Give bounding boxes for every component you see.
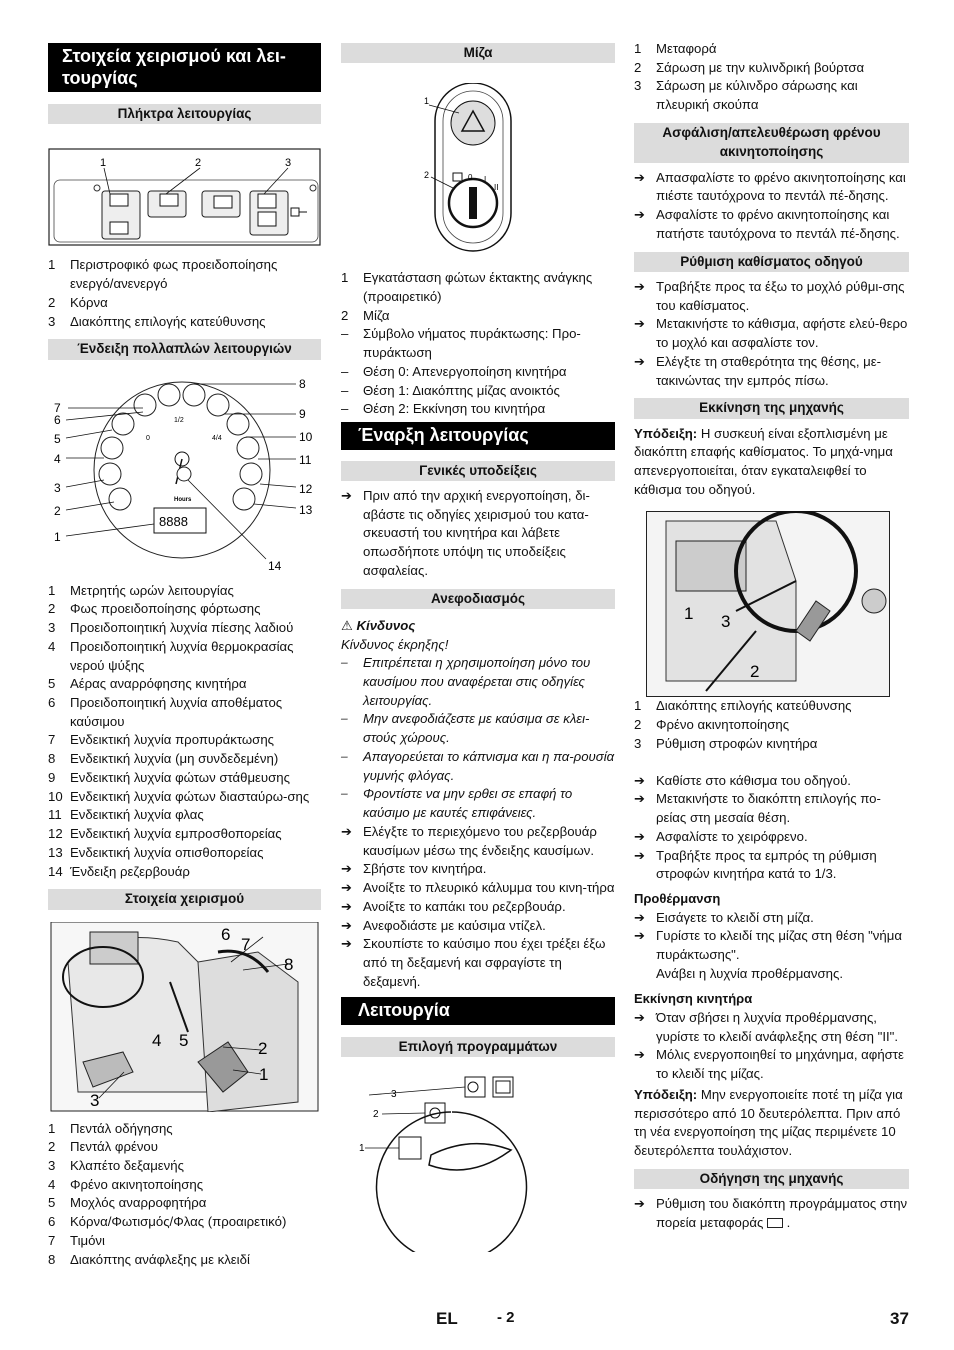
heading-start-machine: Εκκίνηση της μηχανής xyxy=(634,398,909,418)
list-ignition xyxy=(341,269,615,419)
list-item: ➔ Σκουπίστε το καύσιμο που έχει τρέξει έξω από τη δεξαμενή και σφραγίστε τη δεξαμενή. xyxy=(341,936,606,989)
list-item: 8 Ενδεικτική λυχνία (μη συνδεδεμένη) xyxy=(48,751,279,767)
callout-1: 1 xyxy=(684,604,694,624)
list-item: 5 Μοχλός αναρροφητήρα xyxy=(48,1195,207,1211)
callout-key-3: 3 xyxy=(285,157,292,170)
figure-function-keys xyxy=(48,148,321,246)
page-number: 37 xyxy=(890,1309,909,1328)
callout-2: 2 xyxy=(54,503,61,518)
heading-multifunction-display: Ένδειξη πολλαπλών λειτουργιών xyxy=(48,339,321,359)
callout-7: 7 xyxy=(241,934,251,954)
callout-4: 4 xyxy=(54,451,61,466)
list-drive-steps xyxy=(634,1195,909,1232)
list-item: 3 Διακόπτης επιλογής κατεύθυνσης xyxy=(48,313,266,329)
list-item: ➔ Ασφαλίστε το φρένο ακινητοποίησης και πατήστε ταυτόχρονα το πεντάλ πέ-δησης. xyxy=(634,207,900,241)
list-item: ➔ Τραβήξτε προς τα έξω το μοχλό ρύθμι-σης του καθίσματος. xyxy=(634,278,905,313)
list-item: ➔ Ανοίξτε το καπάκι του ρεζερβουάρ. xyxy=(341,898,566,914)
list-item: – Θέση 1: Διακόπτης μίζας ανοικτός xyxy=(341,382,560,398)
callout-1: 1 xyxy=(424,96,430,107)
list-item: ➔ Μετακινήστε το κάθισμα, αφήστε ελεύ-θερο το μοχλό και ασφαλίστε τον. xyxy=(634,316,908,351)
list-item: 1 Διακόπτης επιλογής κατεύθυνσης xyxy=(634,698,852,714)
list-item: ➔ Όταν σβήσει η λυχνία προθέρμανσης, γυρίστε το κλειδί ανάφλεξης στη θέση "II". xyxy=(634,1009,899,1044)
list-item: 11 Ενδεικτική λυχνία φλας xyxy=(48,807,204,823)
list-item: ➔ Ελέγξτε τη σταθερότητα της θέσης, με-τακινώντας την εμπρός πίσω. xyxy=(634,353,882,388)
callout-4: 4 xyxy=(152,1030,162,1050)
list-item: 1 Μεταφορά xyxy=(634,41,717,56)
heading-drive-machine: Οδήγηση της μηχανής xyxy=(634,1169,909,1189)
position-0: 0 xyxy=(468,173,473,183)
list-item: 2 Μίζα xyxy=(341,307,390,323)
list-start-steps xyxy=(634,772,909,884)
list-item: 9 Ενδεικτική λυχνία φώτων στάθμευσης xyxy=(48,769,290,785)
glow-plug-icon xyxy=(453,173,462,181)
footer-subpage: - 2 xyxy=(497,1309,515,1326)
transport-mode-icon xyxy=(767,1218,783,1228)
column-3 xyxy=(634,40,909,1232)
list-item: 3 Κλαπέτο δεξαμενής xyxy=(48,1158,184,1173)
figure-multifunction-display xyxy=(48,374,321,574)
list-item: 1 Μετρητής ωρών λειτουργίας xyxy=(48,582,234,598)
callout-5: 5 xyxy=(54,431,61,446)
list-item: 1 Πεντάλ οδήγησης xyxy=(48,1120,173,1136)
callout-2: 2 xyxy=(424,170,430,181)
list-engine-steps xyxy=(634,1009,909,1084)
list-item: 7 Ενδεικτική λυχνία προπυράκτωσης xyxy=(48,732,275,748)
list-item: ➔ Πριν από την αρχική ενεργοποίηση, δι-αβάστε τις οδηγίες χειρισμού του κατα-σκευαστή του κινητήρα και λάβετε οπωσδήποτε υπόψη τις υποδείξεις ασφαλείας. xyxy=(341,487,590,578)
list-item: – Μην ανεφοδιάζεστε με καύσιμα σε κλει-στούς χώρους. xyxy=(341,711,590,746)
heading-function-keys: Πλήκτρα λειτουργίας xyxy=(48,104,321,124)
callout-10: 10 xyxy=(299,429,313,444)
list-item: ➔ Ασφαλίστε το χειρόφρενο. xyxy=(634,828,808,844)
note-seat-contact: Υπόδειξη: Η συσκευή είναι εξοπλισμένη με διακόπτη επαφής καθίσματος. Το μηχά-νημα απενεργοποιείται, όταν εγκαταλειφθεί το κάθισμα του οδηγού. xyxy=(634,425,893,497)
callout-2: 2 xyxy=(373,1109,379,1121)
list-item: 1 Εγκατάσταση φώτων έκτακτης ανάγκης (προαιρετικό) xyxy=(341,270,593,304)
list-item: 12 Ενδεικτική λυχνία εμπροσθοπορείας xyxy=(48,826,282,842)
callout-9: 9 xyxy=(299,406,306,421)
callout-14: 14 xyxy=(268,558,282,573)
parking-light-icon xyxy=(207,394,229,416)
preheat-lamp-icon xyxy=(158,384,180,406)
transport-icon xyxy=(399,1137,421,1159)
column-1 xyxy=(48,43,321,1269)
danger-label-row xyxy=(341,617,615,636)
heading-operating-elements: Στοιχεία χειρισμού xyxy=(48,889,321,909)
list-item: ➔ Μετακινήστε το διακόπτη επιλογής πο-ρείας στη μεσαία θέση. xyxy=(634,791,881,826)
list-item: – Θέση 0: Απενεργοποίηση κινητήρα xyxy=(341,363,567,379)
preheat-result: Ανάβει η λυχνία προθέρμανσης. xyxy=(656,965,844,981)
list-item: ➔ Απασφαλίστε το φρένο ακινητοποίησης και πιέστε ταυτόχρονα το πεντάλ πέ-δησης. xyxy=(634,169,906,204)
callout-key-2: 2 xyxy=(195,157,202,170)
list-item: ➔ Καθίστε στο κάθισμα του οδηγού. xyxy=(634,772,851,788)
list-item: ➔ Εισάγετε το κλειδί στη μίζα. xyxy=(634,909,814,925)
list-item: – Θέση 2: Εκκίνηση του κινητήρα xyxy=(341,401,546,417)
list-item: 2 Κόρνα xyxy=(48,294,108,310)
danger-label: Κίνδυνος xyxy=(356,617,416,633)
list-item: 4 Προειδοποιητική λυχνία θερμοκρασίας νερού ψύξης xyxy=(48,638,294,673)
list-item: ➔ Μόλις ενεργοποιηθεί το μηχάνημα, αφήστε το κλειδί της μίζας. xyxy=(634,1047,904,1082)
heading-ignition: Μίζα xyxy=(341,43,615,63)
list-preheat-steps xyxy=(634,909,909,965)
list-item: ➔ Γυρίστε το κλειδί της μίζας στη θέση "νήμα πυράκτωσης". xyxy=(634,928,902,962)
section-title-start: Έναρξη λειτουργίας xyxy=(341,422,615,450)
column-2 xyxy=(341,43,615,1260)
footer-language: EL xyxy=(436,1309,458,1328)
list-item: ➔ Ελέγξτε το περιεχόμενο του ρεζερβουάρ καυσίμων μέσω της ένδειξης καυσίμων. xyxy=(341,823,597,858)
callout-3: 3 xyxy=(721,612,731,632)
list-item: 2 Φως προειδοποίησης φόρτωσης xyxy=(48,601,261,617)
list-brake-steps xyxy=(634,169,909,244)
callout-6: 6 xyxy=(221,924,231,944)
heading-parking-brake: Ασφάλιση/απελευθέρωση φρένου ακινητοποίησης xyxy=(634,123,909,163)
danger-text: Κίνδυνος έκρηξης! xyxy=(341,636,449,652)
section-title-operation: Λειτουργία xyxy=(341,997,615,1025)
tank-lamp-icon xyxy=(177,467,191,481)
section-title-controls: Στοιχεία χειρισμού και λει-τουργίας xyxy=(48,43,321,92)
list-item: 1 Περιστροφικό φως προειδοποίησης ενεργό/ανενεργό xyxy=(48,257,278,292)
heading-refuelling: Ανεφοδιασμός xyxy=(341,589,615,609)
list-item: 6 Κόρνα/Φωτισμός/Φλας (προαιρετικό) xyxy=(48,1214,287,1230)
subheading-preheat: Προθέρμανση xyxy=(634,891,721,907)
callout-12: 12 xyxy=(299,481,313,496)
figure-operating-elements xyxy=(48,922,321,1112)
hours-label: Hours xyxy=(174,496,192,503)
gauge-half-label: 1/2 xyxy=(174,416,184,424)
list-item: 6 Προειδοποιητική λυχνία αποθέματος καύσιμου xyxy=(48,694,283,729)
callout-8: 8 xyxy=(299,376,306,391)
list-item: ➔ Ανοίξτε το πλευρικό κάλυμμα του κινη-τήρα xyxy=(341,880,615,896)
list-driver-station xyxy=(634,697,909,753)
list-item: 2 Φρένο ακινητοποίησης xyxy=(634,717,790,733)
list-item: 4 Φρένο ακινητοποίησης xyxy=(48,1176,204,1192)
oil-pressure-icon xyxy=(99,463,121,485)
unconnected-lamp-icon xyxy=(183,384,205,406)
list-item: 7 Τιμόνι xyxy=(48,1232,105,1248)
list-item: – Απαγορεύεται το κάπνισμα και η πα-ρουσία γυμνής φλόγας. xyxy=(341,748,615,783)
list-programs xyxy=(634,40,909,115)
list-item: 5 Αέρας αναρρόφησης κινητήρα xyxy=(48,676,247,692)
list-general-notes xyxy=(341,487,615,581)
position-1: I xyxy=(484,175,487,185)
figure-driver-station xyxy=(646,511,890,697)
callout-7: 7 xyxy=(54,400,61,415)
note-starter-duration: Υπόδειξη: Μην ενεργοποιείτε ποτέ τη μίζα για περισσότερο από 10 δευτερόλεπτα. Πριν από τη νέα ενεργοποίηση της μίζας περιμένετε 10 δευτερόλεπτα τουλάχιστον. xyxy=(634,1086,903,1159)
hour-counter: 8888 xyxy=(159,513,188,529)
list-item: 8 Διακόπτης ανάφλεξης με κλειδί xyxy=(48,1251,250,1267)
heading-general-notes: Γενικές υποδείξεις xyxy=(341,461,615,481)
intake-air-icon xyxy=(112,413,134,435)
gauge-full-label: 4/4 xyxy=(212,434,222,442)
callout-1: 1 xyxy=(359,1143,365,1155)
callout-11: 11 xyxy=(299,452,312,467)
list-item: ➔ Ανεφοδιάστε με καύσιμα ντίζελ. xyxy=(341,917,546,933)
list-item: 3 Σάρωση με κύλινδρο σάρωσης και πλευρική σκούπα xyxy=(634,78,858,113)
callout-1: 1 xyxy=(54,529,61,544)
heading-seat-adjust: Ρύθμιση καθίσματος οδηγού xyxy=(634,252,909,272)
callout-3: 3 xyxy=(54,480,61,495)
callout-1: 1 xyxy=(259,1064,269,1084)
list-item: – Επιτρέπεται η χρησιμοποίηση μόνο του καυσίμου που αναφέρεται στις οδηγίες λειτουργίας. xyxy=(341,655,591,708)
turn-signal-icon xyxy=(237,437,259,459)
callout-3: 3 xyxy=(90,1090,100,1110)
callout-key-1: 1 xyxy=(100,157,107,170)
list-operating-elements xyxy=(48,1120,321,1270)
position-2: II xyxy=(494,183,499,193)
coolant-temp-icon xyxy=(101,437,123,459)
list-item: 2 Σάρωση με την κυλινδρική βούρτσα xyxy=(634,59,865,75)
figure-ignition xyxy=(341,83,615,255)
heading-program-selection: Επιλογή προγραμμάτων xyxy=(341,1037,615,1057)
forward-icon xyxy=(240,463,262,485)
dipped-beam-icon xyxy=(227,413,249,435)
list-item: 13 Ενδεικτική λυχνία οπισθοπορείας xyxy=(48,844,264,860)
list-item: ➔ Ρύθμιση του διακόπτη προγράμματος στην πορεία μεταφοράς . xyxy=(634,1195,908,1230)
warning-icon: ⚠ xyxy=(341,617,353,633)
list-item: 2 Πεντάλ φρένου xyxy=(48,1139,158,1155)
callout-3: 3 xyxy=(391,1089,397,1101)
reverse-icon xyxy=(233,488,255,510)
list-refuel-steps xyxy=(341,823,615,992)
list-item: ➔ Τραβήξτε προς τα εμπρός τη ρύθμιση στροφών κινητήρα κατά το 1/3. xyxy=(634,847,877,882)
battery-icon xyxy=(109,488,131,510)
callout-6: 6 xyxy=(54,412,61,427)
list-item: ➔ Σβήστε τον κινητήρα. xyxy=(341,861,487,877)
list-seat-steps xyxy=(634,278,909,390)
gauge-zero-label: 0 xyxy=(146,434,150,442)
subheading-engine-start: Εκκίνηση κινητήρα xyxy=(634,991,753,1007)
callout-8: 8 xyxy=(284,954,294,974)
callout-5: 5 xyxy=(179,1030,189,1050)
list-item: – Σύμβολο νήματος πυράκτωσης: Προ-πυράκτωση xyxy=(341,326,581,361)
figure-program-selector xyxy=(341,1067,615,1252)
list-display-items xyxy=(48,582,321,882)
callout-2: 2 xyxy=(750,662,760,682)
callout-13: 13 xyxy=(299,502,313,517)
list-item: – Φροντίστε να μην ερθει σε επαφή το καύσιμο με καυτές επιφάνειες. xyxy=(341,786,573,821)
list-item: 3 Προειδοποιητική λυχνία πίεσης λαδιού xyxy=(48,620,294,636)
list-item: 10 Ενδεικτική λυχνία φώτων διασταύρω-σης xyxy=(48,788,310,804)
list-item: 14 Ένδειξη ρεζερβουάρ xyxy=(48,863,190,879)
list-item: 3 Ρύθμιση στροφών κινητήρα xyxy=(634,735,818,751)
list-danger-items xyxy=(341,654,615,823)
callout-2: 2 xyxy=(258,1038,268,1058)
list-function-keys xyxy=(48,256,321,331)
